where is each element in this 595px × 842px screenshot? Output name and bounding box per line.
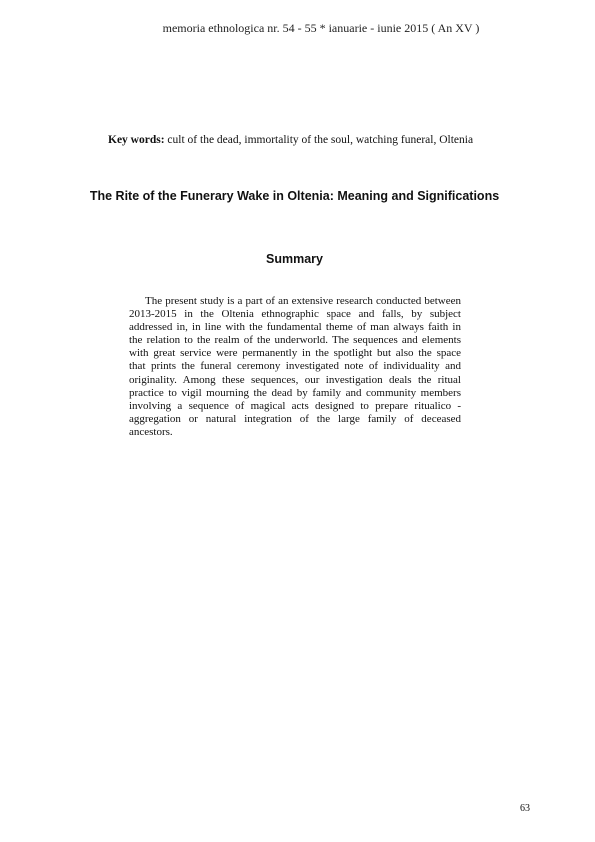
keywords-label: Key words: — [108, 134, 165, 146]
summary-heading: Summary — [266, 252, 323, 266]
page-number: 63 — [520, 803, 530, 814]
running-header: memoria ethnologica nr. 54 - 55 * ianuarie - iunie 2015 ( An XV ) — [162, 21, 480, 35]
abstract-line: that prints the funeral ceremony investigated note of individuality and — [129, 360, 461, 373]
abstract-line: ancestors. — [129, 425, 173, 438]
abstract-line: involving a sequence of magical acts designed to prepare ritualico - — [129, 399, 461, 412]
paper-title: The Rite of the Funerary Wake in Oltenia: Meaning and Significations — [89, 189, 500, 203]
abstract-line: practice to vigil mourning the dead by family and community members — [129, 386, 461, 399]
abstract-line: The present study is a part of an extensive research conducted between — [145, 295, 461, 307]
abstract-line: 2013-2015 in the Oltenia ethnographic space and falls, by subject — [129, 308, 461, 321]
abstract-paragraph — [129, 295, 461, 439]
abstract-line: with great service were permanently in the spotlight but also the space — [129, 347, 461, 360]
abstract-line: originality. Among these sequences, our investigation deals the ritual — [129, 373, 461, 386]
keywords-line — [108, 133, 528, 147]
keywords-text: cult of the dead, immortality of the soul, watching funeral, Oltenia — [167, 134, 474, 146]
abstract-line: addressed in, in line with the fundamental theme of man always faith in — [129, 321, 461, 334]
abstract-line: the relation to the realm of the underworld. The sequences and elements — [129, 334, 461, 347]
abstract-line: aggregation or natural integration of the large family of deceased — [129, 412, 461, 425]
